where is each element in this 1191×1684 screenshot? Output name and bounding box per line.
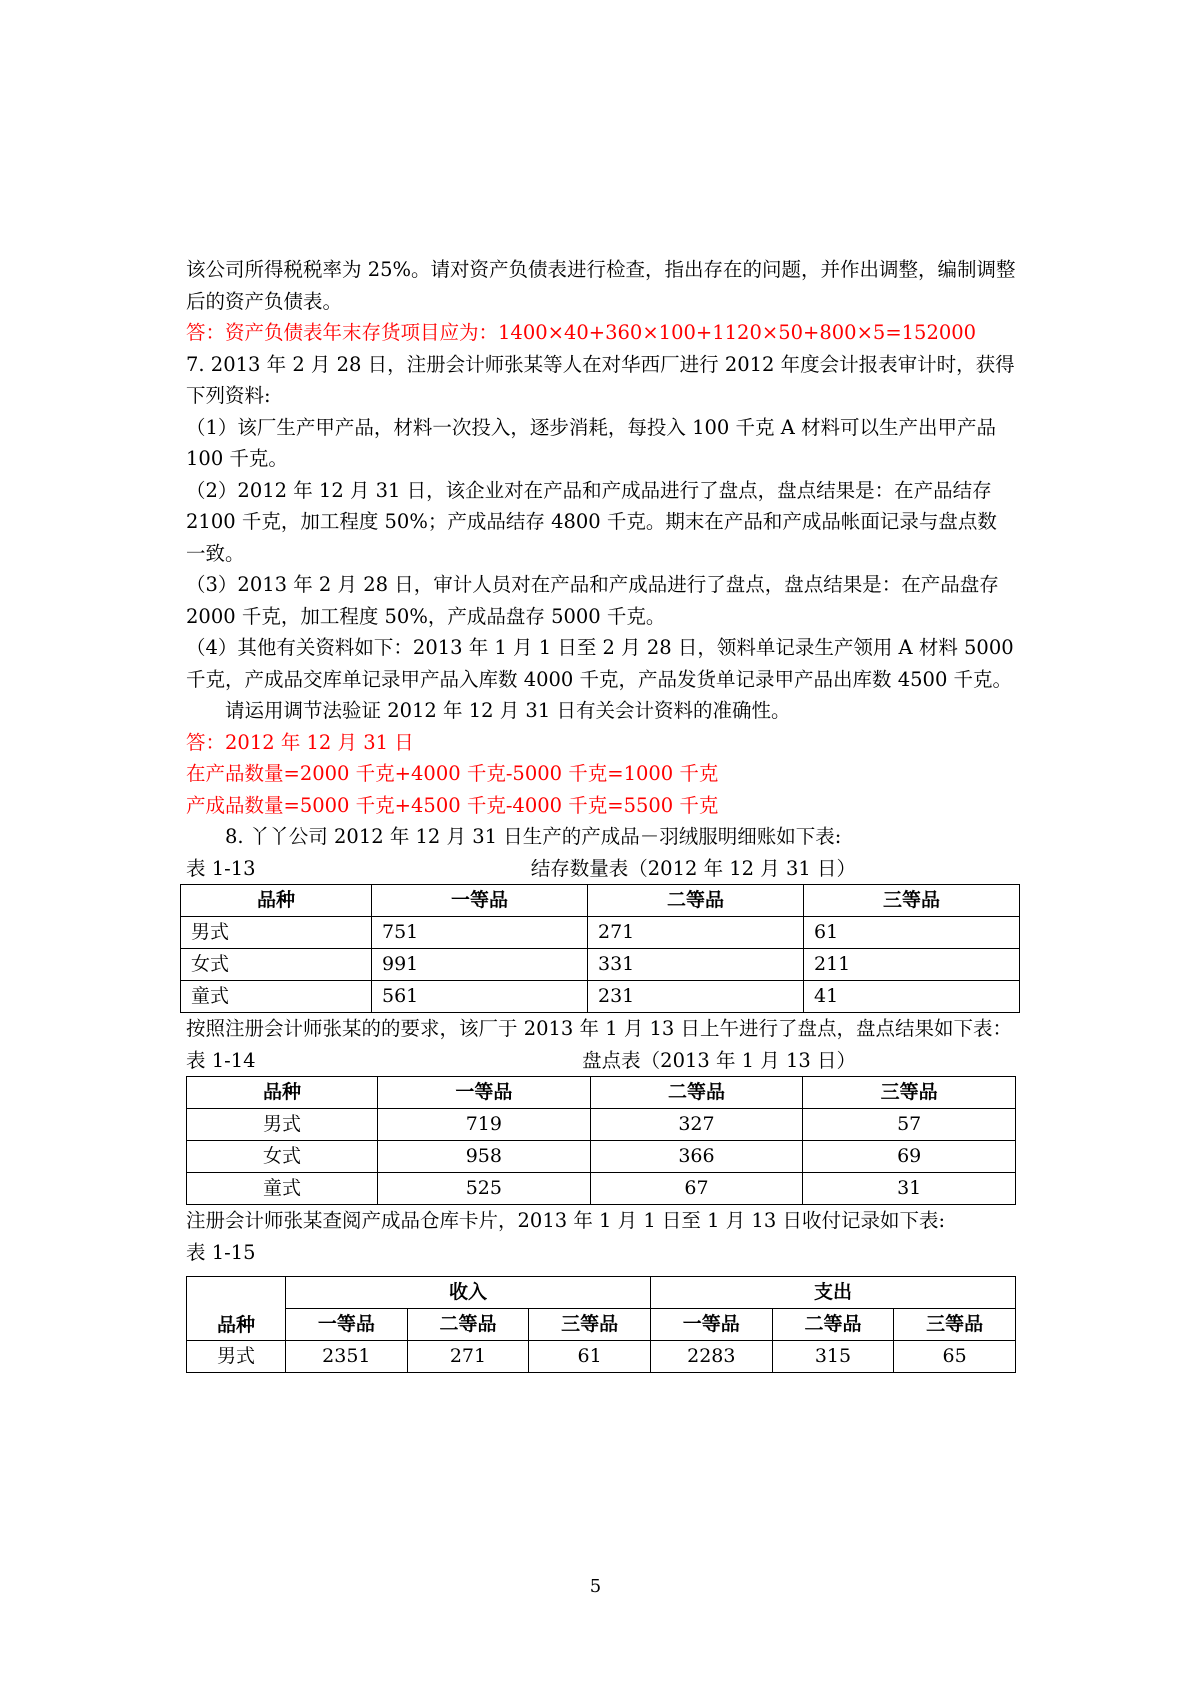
table14-header-cell: 一等品 (378, 1077, 591, 1109)
table14-header-cell: 二等品 (590, 1077, 803, 1109)
table-cell: 男式 (187, 1109, 378, 1141)
table15-subheader-cell: 一等品 (286, 1309, 408, 1341)
table13-caption (186, 853, 1016, 885)
table-cell: 31 (803, 1173, 1016, 1205)
table-cell: 211 (804, 949, 1020, 981)
table-cell: 男式 (187, 1341, 286, 1373)
table13-header-cell: 一等品 (372, 885, 588, 917)
table-cell: 366 (590, 1141, 803, 1173)
table-cell: 327 (590, 1109, 803, 1141)
answer-paragraph: 答：2012 年 12 月 31 日 (186, 730, 414, 754)
table15-subheader-cell: 二等品 (772, 1309, 894, 1341)
table15-header-product: 品种 (187, 1277, 286, 1341)
table-cell: 991 (372, 949, 588, 981)
table-cell: 65 (894, 1341, 1016, 1373)
paragraph: 请运用调节法验证 2012 年 12 月 31 日有关会计资料的准确性。 (225, 699, 791, 722)
table-row (187, 1173, 1016, 1205)
table-row (187, 1109, 1016, 1141)
table13 (180, 884, 1020, 1013)
text-between-14-15: 注册会计师张某查阅产成品仓库卡片，2013 年 1 月 1 日至 1 月 13 日收付记录如下表: (186, 1209, 946, 1232)
table-cell: 271 (588, 917, 804, 949)
table15-subheader-cell: 一等品 (650, 1309, 772, 1341)
paragraph: （3）2013 年 2 月 28 日，审计人员对在产品和产成品进行了盘点，盘点结果是：在产品盘存 2000 千克，加工程度 50%，产成品盘存 5000 千克。 (186, 573, 999, 628)
table15-label: 表 1-15 (186, 1240, 256, 1264)
answer-paragraph: 答：资产负债表年末存货项目应为：1400×40+360×100+1120×50+800×5=152000 (186, 321, 977, 344)
paragraph: 该公司所得税税率为 25%。请对资产负债表进行检查，指出存在的问题，并作出调整，编制调整后的资产负债表。 (186, 258, 1016, 313)
table-cell: 271 (407, 1341, 529, 1373)
table-row (181, 981, 1020, 1013)
table-cell: 525 (378, 1173, 591, 1205)
table-cell: 561 (372, 981, 588, 1013)
table15-subheader-cell: 三等品 (529, 1309, 651, 1341)
table-cell: 2283 (650, 1341, 772, 1373)
table14-header-cell: 品种 (187, 1077, 378, 1109)
table-cell: 男式 (181, 917, 372, 949)
paragraph: （1）该厂生产甲产品，材料一次投入，逐步消耗，每投入 100 千克 A 材料可以生产出甲产品 100 千克。 (186, 415, 997, 470)
table-cell: 57 (803, 1109, 1016, 1141)
table-cell: 958 (378, 1141, 591, 1173)
page-number: 5 (589, 1576, 602, 1597)
table-cell: 61 (804, 917, 1020, 949)
table14-caption (186, 1045, 1016, 1077)
table-cell: 67 (590, 1173, 803, 1205)
table13-label: 表 1-13 (186, 856, 256, 880)
table-row (181, 949, 1020, 981)
table-cell: 69 (803, 1141, 1016, 1173)
table-cell: 女式 (181, 949, 372, 981)
table-cell: 231 (588, 981, 804, 1013)
table-cell: 2351 (286, 1341, 408, 1373)
table13-header-cell: 三等品 (804, 885, 1020, 917)
table-cell: 331 (588, 949, 804, 981)
text-between-13-14: 按照注册会计师张某的的要求，该厂于 2013 年 1 月 13 日上午进行了盘点，盘点结果如下表： (186, 1017, 1013, 1040)
answer-paragraph: 在产品数量=2000 千克+4000 千克-5000 千克=1000 千克 (186, 762, 719, 785)
paragraph: 7. 2013 年 2 月 28 日，注册会计师张某等人在对华西厂进行 2012 年度会计报表审计时，获得下列资料: (186, 352, 1015, 407)
table15-header-in: 收入 (286, 1277, 651, 1309)
paragraphs (186, 254, 1016, 853)
table-cell: 童式 (187, 1173, 378, 1205)
table-cell: 719 (378, 1109, 591, 1141)
table-row (187, 1141, 1016, 1173)
table13-title: 结存数量表（2012 年 12 月 31 日） (530, 856, 856, 880)
table14 (186, 1076, 1016, 1205)
table15-subheader-cell: 三等品 (894, 1309, 1016, 1341)
table13-header-cell: 品种 (181, 885, 372, 917)
table15-subheader-cell: 二等品 (407, 1309, 529, 1341)
table-cell: 751 (372, 917, 588, 949)
answer-paragraph: 产成品数量=5000 千克+4500 千克-4000 千克=5500 千克 (186, 793, 719, 817)
table15 (186, 1276, 1016, 1373)
paragraph: 8. 丫丫公司 2012 年 12 月 31 日生产的产成品－羽绒服明细账如下表: (225, 825, 842, 848)
table14-label: 表 1-14 (186, 1048, 256, 1072)
table-cell: 童式 (181, 981, 372, 1013)
paragraph: （2）2012 年 12 月 31 日，该企业对在产品和产成品进行了盘点，盘点结果是：在产品结存 2100 千克，加工程度 50%；产成品结存 4800 千克。期末在产品和产成品帐面记录与盘点数一致。 (186, 478, 997, 565)
table-row (187, 1341, 1016, 1373)
table15-header-out: 支出 (650, 1277, 1015, 1309)
table-cell: 61 (529, 1341, 651, 1373)
table-cell: 41 (804, 981, 1020, 1013)
document-body (186, 254, 1016, 1373)
table14-title: 盘点表（2013 年 1 月 13 日） (582, 1048, 856, 1072)
table13-header-cell: 二等品 (588, 885, 804, 917)
paragraph: （4）其他有关资料如下：2013 年 1 月 1 日至 2 月 28 日，领料单记录生产领用 A 材料 5000 千克，产成品交库单记录甲产品入库数 4000 千克，产品发货单记录甲产品出库数 4500 千克。 (186, 636, 1014, 691)
table-cell: 315 (772, 1341, 894, 1373)
table-cell: 女式 (187, 1141, 378, 1173)
table14-header-cell: 三等品 (803, 1077, 1016, 1109)
table-row (181, 917, 1020, 949)
